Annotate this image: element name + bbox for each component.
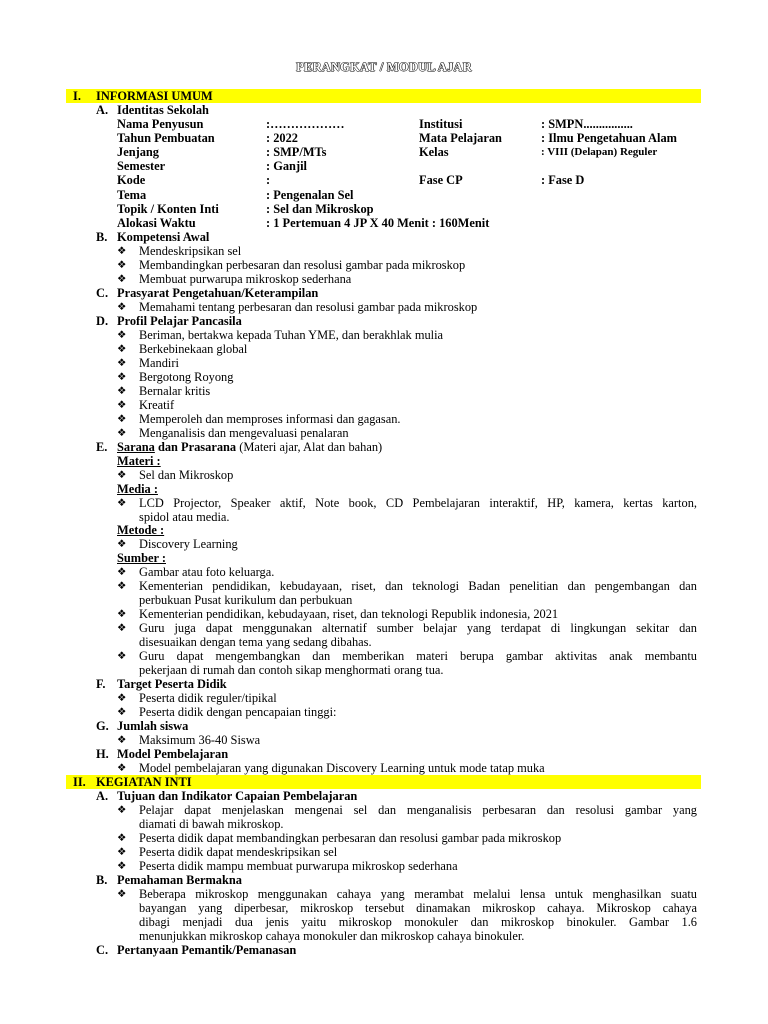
subsection-title: Kompetensi Awal — [117, 230, 210, 244]
list-item: Pelajar dapat menjelaskan mengenai sel dan menganalisis perbesaran dan resolusi gambar yang — [139, 803, 697, 817]
list-item: Membuat purwarupa mikroskop sederhana — [139, 272, 352, 286]
list-item-continued: diamati di bawah mikroskop. — [139, 817, 284, 831]
bullet-icon: ❖ — [117, 580, 127, 592]
subsection-title: Prasyarat Pengetahuan/Keterampilan — [117, 286, 319, 300]
subsection-label: E. — [96, 440, 108, 454]
list-item: Peserta didik dapat mendeskripsikan sel — [139, 845, 338, 859]
list-item: Menganalisis dan mengevaluasi penalaran — [139, 426, 349, 440]
bullet-icon: ❖ — [117, 888, 127, 900]
subsection-label: B. — [96, 230, 108, 244]
list-item: Bernalar kritis — [139, 384, 211, 398]
bullet-icon: ❖ — [117, 245, 127, 257]
bullet-icon: ❖ — [117, 385, 127, 397]
field-key: Kode — [117, 173, 146, 187]
list-item: Guru dapat mengembangkan dan memberikan materi berupa gambar aktivitas anak membantu — [139, 649, 697, 663]
field-key: Topik / Konten Inti — [117, 202, 219, 216]
field-value: : 1 Pertemuan 4 JP X 40 Menit : 160Menit — [266, 216, 490, 230]
field-key: Alokasi Waktu — [117, 216, 196, 230]
bullet-icon: ❖ — [117, 622, 127, 634]
bullet-icon: ❖ — [117, 538, 127, 550]
section-title: KEGIATAN INTI — [96, 775, 192, 789]
subsection-label: B. — [96, 873, 108, 887]
subsection-label: A. — [96, 789, 109, 803]
field-value: : Pengenalan Sel — [266, 188, 354, 202]
subsection-title-underlined: Sarana — [117, 440, 155, 454]
field-key: Semester — [117, 159, 166, 173]
bullet-icon: ❖ — [117, 469, 127, 481]
subsection-label: F. — [96, 677, 106, 691]
bullet-icon: ❖ — [117, 329, 127, 341]
bullet-icon: ❖ — [117, 566, 127, 578]
field-value: : Fase D — [541, 173, 585, 187]
field-key: Tema — [117, 188, 147, 202]
list-item: Berkebinekaan global — [139, 342, 248, 356]
list-item-continued: spidol atau media. — [139, 510, 230, 524]
subsection-note: (Materi ajar, Alat dan bahan) — [236, 440, 383, 454]
bullet-icon: ❖ — [117, 846, 127, 858]
subsection-title: Model Pembelajaran — [117, 747, 229, 761]
subsection-label: A. — [96, 103, 109, 117]
bullet-icon: ❖ — [117, 608, 127, 620]
field-value: : VIII (Delapan) Reguler — [541, 146, 658, 158]
subsection-title — [117, 441, 382, 454]
bullet-icon: ❖ — [117, 259, 127, 271]
field-key: Jenjang — [117, 145, 159, 159]
list-item: Discovery Learning — [139, 537, 238, 551]
list-item: Sel dan Mikroskop — [139, 468, 234, 482]
list-item: Peserta didik reguler/tipikal — [139, 691, 277, 705]
list-item: Mandiri — [139, 356, 179, 370]
list-item: Bergotong Royong — [139, 370, 234, 384]
subsection-title: Identitas Sekolah — [117, 103, 209, 117]
subsection-label: C. — [96, 286, 109, 300]
subsection-title: Tujuan dan Indikator Capaian Pembelajaran — [117, 789, 358, 803]
group-label: Sumber : — [117, 551, 166, 565]
bullet-icon: ❖ — [117, 301, 127, 313]
group-label: Metode : — [117, 523, 165, 537]
subsection-label: D. — [96, 314, 109, 328]
field-value: : SMP/MTs — [266, 145, 327, 159]
document-title: PERANGKAT / MODUL AJAR — [296, 60, 472, 74]
bullet-icon: ❖ — [117, 371, 127, 383]
paragraph-line: menunjukkan mikroskop cahaya monokuler dan mikroskop cahaya binokuler. — [139, 929, 525, 943]
bullet-icon: ❖ — [117, 692, 127, 704]
list-item: Membandingkan perbesaran dan resolusi gambar pada mikroskop — [139, 258, 466, 272]
section-number: II. — [73, 775, 86, 789]
field-value: : — [266, 173, 271, 187]
subsection-title: Pemahaman Bermakna — [117, 873, 242, 887]
bullet-icon: ❖ — [117, 357, 127, 369]
subsection-title: Jumlah siswa — [117, 719, 189, 733]
paragraph-line: Beberapa mikroskop menggunakan cahaya yang merambat melalui lensa untuk menghasilkan suatu — [139, 887, 697, 901]
field-key: Kelas — [419, 145, 449, 159]
list-item: Gambar atau foto keluarga. — [139, 565, 275, 579]
paragraph-line: dibagi menjadi dua jenis yaitu mikroskop monokuler dan mikroskop binokuler. Gambar 1.6 — [139, 915, 697, 929]
list-item: Peserta didik mampu membuat purwarupa mikroskop sederhana — [139, 859, 458, 873]
group-label: Media : — [117, 482, 158, 496]
bullet-icon: ❖ — [117, 399, 127, 411]
field-value: : 2022 — [266, 131, 299, 145]
group-label: Materi : — [117, 454, 161, 468]
list-item: Kreatif — [139, 398, 175, 412]
bullet-icon: ❖ — [117, 427, 127, 439]
list-item: Beriman, bertakwa kepada Tuhan YME, dan berakhlak mulia — [139, 328, 444, 342]
list-item: Kementerian pendidikan, kebudayaan, riset, dan teknologi Badan penelitian dan pengembangan dan — [139, 579, 697, 593]
list-item: Memperoleh dan memproses informasi dan gagasan. — [139, 412, 401, 426]
bullet-icon: ❖ — [117, 832, 127, 844]
bullet-icon: ❖ — [117, 497, 127, 509]
list-item: Mendeskripsikan sel — [139, 244, 242, 258]
list-item: Peserta didik dapat membandingkan perbesaran dan resolusi gambar pada mikroskop — [139, 831, 562, 845]
bullet-icon: ❖ — [117, 860, 127, 872]
list-item-continued: disesuaikan dengan tema yang sedang dibahas. — [139, 635, 372, 649]
subsection-title-rest: dan Prasarana — [154, 440, 237, 454]
list-item: Peserta didik dengan pencapaian tinggi: — [139, 705, 337, 719]
list-item: Model pembelajaran yang digunakan Discovery Learning untuk mode tatap muka — [139, 761, 545, 775]
field-value: : Ilmu Pengetahuan Alam — [541, 131, 677, 145]
bullet-icon: ❖ — [117, 413, 127, 425]
bullet-icon: ❖ — [117, 734, 127, 746]
list-item: Memahami tentang perbesaran dan resolusi gambar pada mikroskop — [139, 300, 478, 314]
bullet-icon: ❖ — [117, 762, 127, 774]
bullet-icon: ❖ — [117, 273, 127, 285]
section-title: INFORMASI UMUM — [96, 89, 213, 103]
list-item: LCD Projector, Speaker aktif, Note book, CD Pembelajaran interaktif, HP, kamera, kertas karton, — [139, 496, 697, 510]
list-item: Kementerian pendidikan, kebudayaan, riset, dan teknologi Republik indonesia, 2021 — [139, 607, 559, 621]
field-key: Tahun Pembuatan — [117, 131, 215, 145]
subsection-title: Profil Pelajar Pancasila — [117, 314, 242, 328]
bullet-icon: ❖ — [117, 343, 127, 355]
field-value: : Ganjil — [266, 159, 307, 173]
subsection-title: Target Peserta Didik — [117, 677, 227, 691]
subsection-label: H. — [96, 747, 109, 761]
list-item: Guru juga dapat menggunakan alternatif sumber belajar yang terdapat di lingkungan sekitar dan — [139, 621, 697, 635]
list-item-continued: pekerjaan di rumah dan contoh sikap menghormati orang tua. — [139, 663, 444, 677]
subsection-title: Pertanyaan Pemantik/Pemanasan — [117, 943, 297, 957]
field-key: Nama Penyusun — [117, 117, 204, 131]
bullet-icon: ❖ — [117, 804, 127, 816]
field-key: Mata Pelajaran — [419, 131, 502, 145]
bullet-icon: ❖ — [117, 706, 127, 718]
subsection-label: G. — [96, 719, 109, 733]
bullet-icon: ❖ — [117, 650, 127, 662]
subsection-label: C. — [96, 943, 109, 957]
field-value: : Sel dan Mikroskop — [266, 202, 374, 216]
field-value: : SMPN................ — [541, 117, 633, 131]
list-item: Maksimum 36-40 Siswa — [139, 733, 261, 747]
list-item-continued: perbukuan Pusat kurikulum dan perbukuan — [139, 593, 353, 607]
field-key: Fase CP — [419, 173, 463, 187]
field-key: Institusi — [419, 117, 463, 131]
section-number: I. — [73, 89, 81, 103]
paragraph-line: bayangan yang diperbesar, mikroskop tersebut dinamakan mikroskop cahaya. Mikroskop cahaya — [139, 901, 697, 915]
field-value: :……………… — [266, 117, 345, 131]
